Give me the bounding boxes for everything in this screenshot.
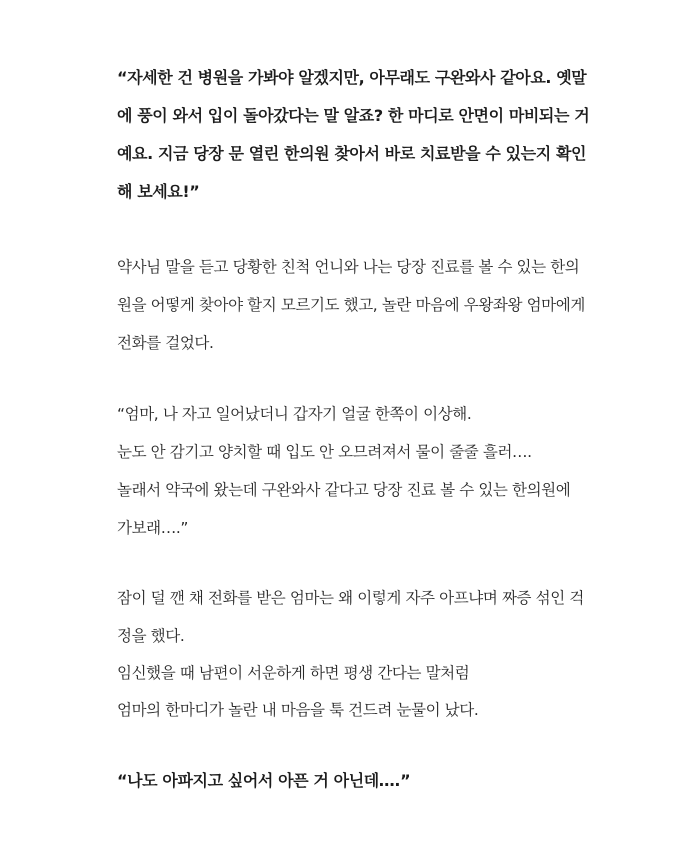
paragraph-line: “엄마, 나 자고 일어났더니 갑자기 얼굴 한쪽이 이상해. bbox=[117, 405, 472, 423]
paragraph-line: 예요. 지금 당장 문 열린 한의원 찾아서 바로 치료받을 수 있는지 확인 bbox=[117, 144, 587, 163]
paragraph-line: 정을 했다. bbox=[117, 627, 185, 645]
paragraph-line: 놀래서 약국에 왔는데 구완와사 같다고 당장 진료 볼 수 있는 한의원에 bbox=[117, 481, 571, 499]
paragraph-line: 임신했을 때 남편이 서운하게 하면 평생 간다는 말처럼 bbox=[117, 664, 470, 682]
paragraph-line: 눈도 안 감기고 양치할 때 입도 안 오므려져서 물이 줄줄 흘러…. bbox=[117, 443, 532, 461]
paragraph-line: “자세한 건 병원을 가봐야 알겠지만, 아무래도 구완와사 같아요. 옛말 bbox=[117, 68, 587, 87]
paragraph-line: 가보래….” bbox=[117, 519, 188, 537]
paragraph-line: 엄마의 한마디가 놀란 내 마음을 툭 건드려 눈물이 났다. bbox=[117, 701, 479, 719]
paragraph-line: 해 보세요!” bbox=[117, 182, 200, 201]
paragraph-line: 잠이 덜 깬 채 전화를 받은 엄마는 왜 이렇게 자주 아프냐며 짜증 섞인 걱 bbox=[117, 589, 584, 607]
closing-quote: “나도 아파지고 싶어서 아픈 거 아닌데….” bbox=[117, 771, 411, 790]
paragraph-line: 약사님 말을 듣고 당황한 친척 언니와 나는 당장 진료를 볼 수 있는 한의 bbox=[117, 258, 580, 276]
paragraph-line: 에 풍이 와서 입이 돌아갔다는 말 알죠? 한 마디로 안면이 마비되는 거 bbox=[117, 106, 590, 125]
paragraph-line: 전화를 걸었다. bbox=[117, 334, 214, 352]
paragraph-line: 원을 어떻게 찾아야 할지 모르기도 했고, 놀란 마음에 우왕좌왕 엄마에게 bbox=[117, 296, 585, 314]
